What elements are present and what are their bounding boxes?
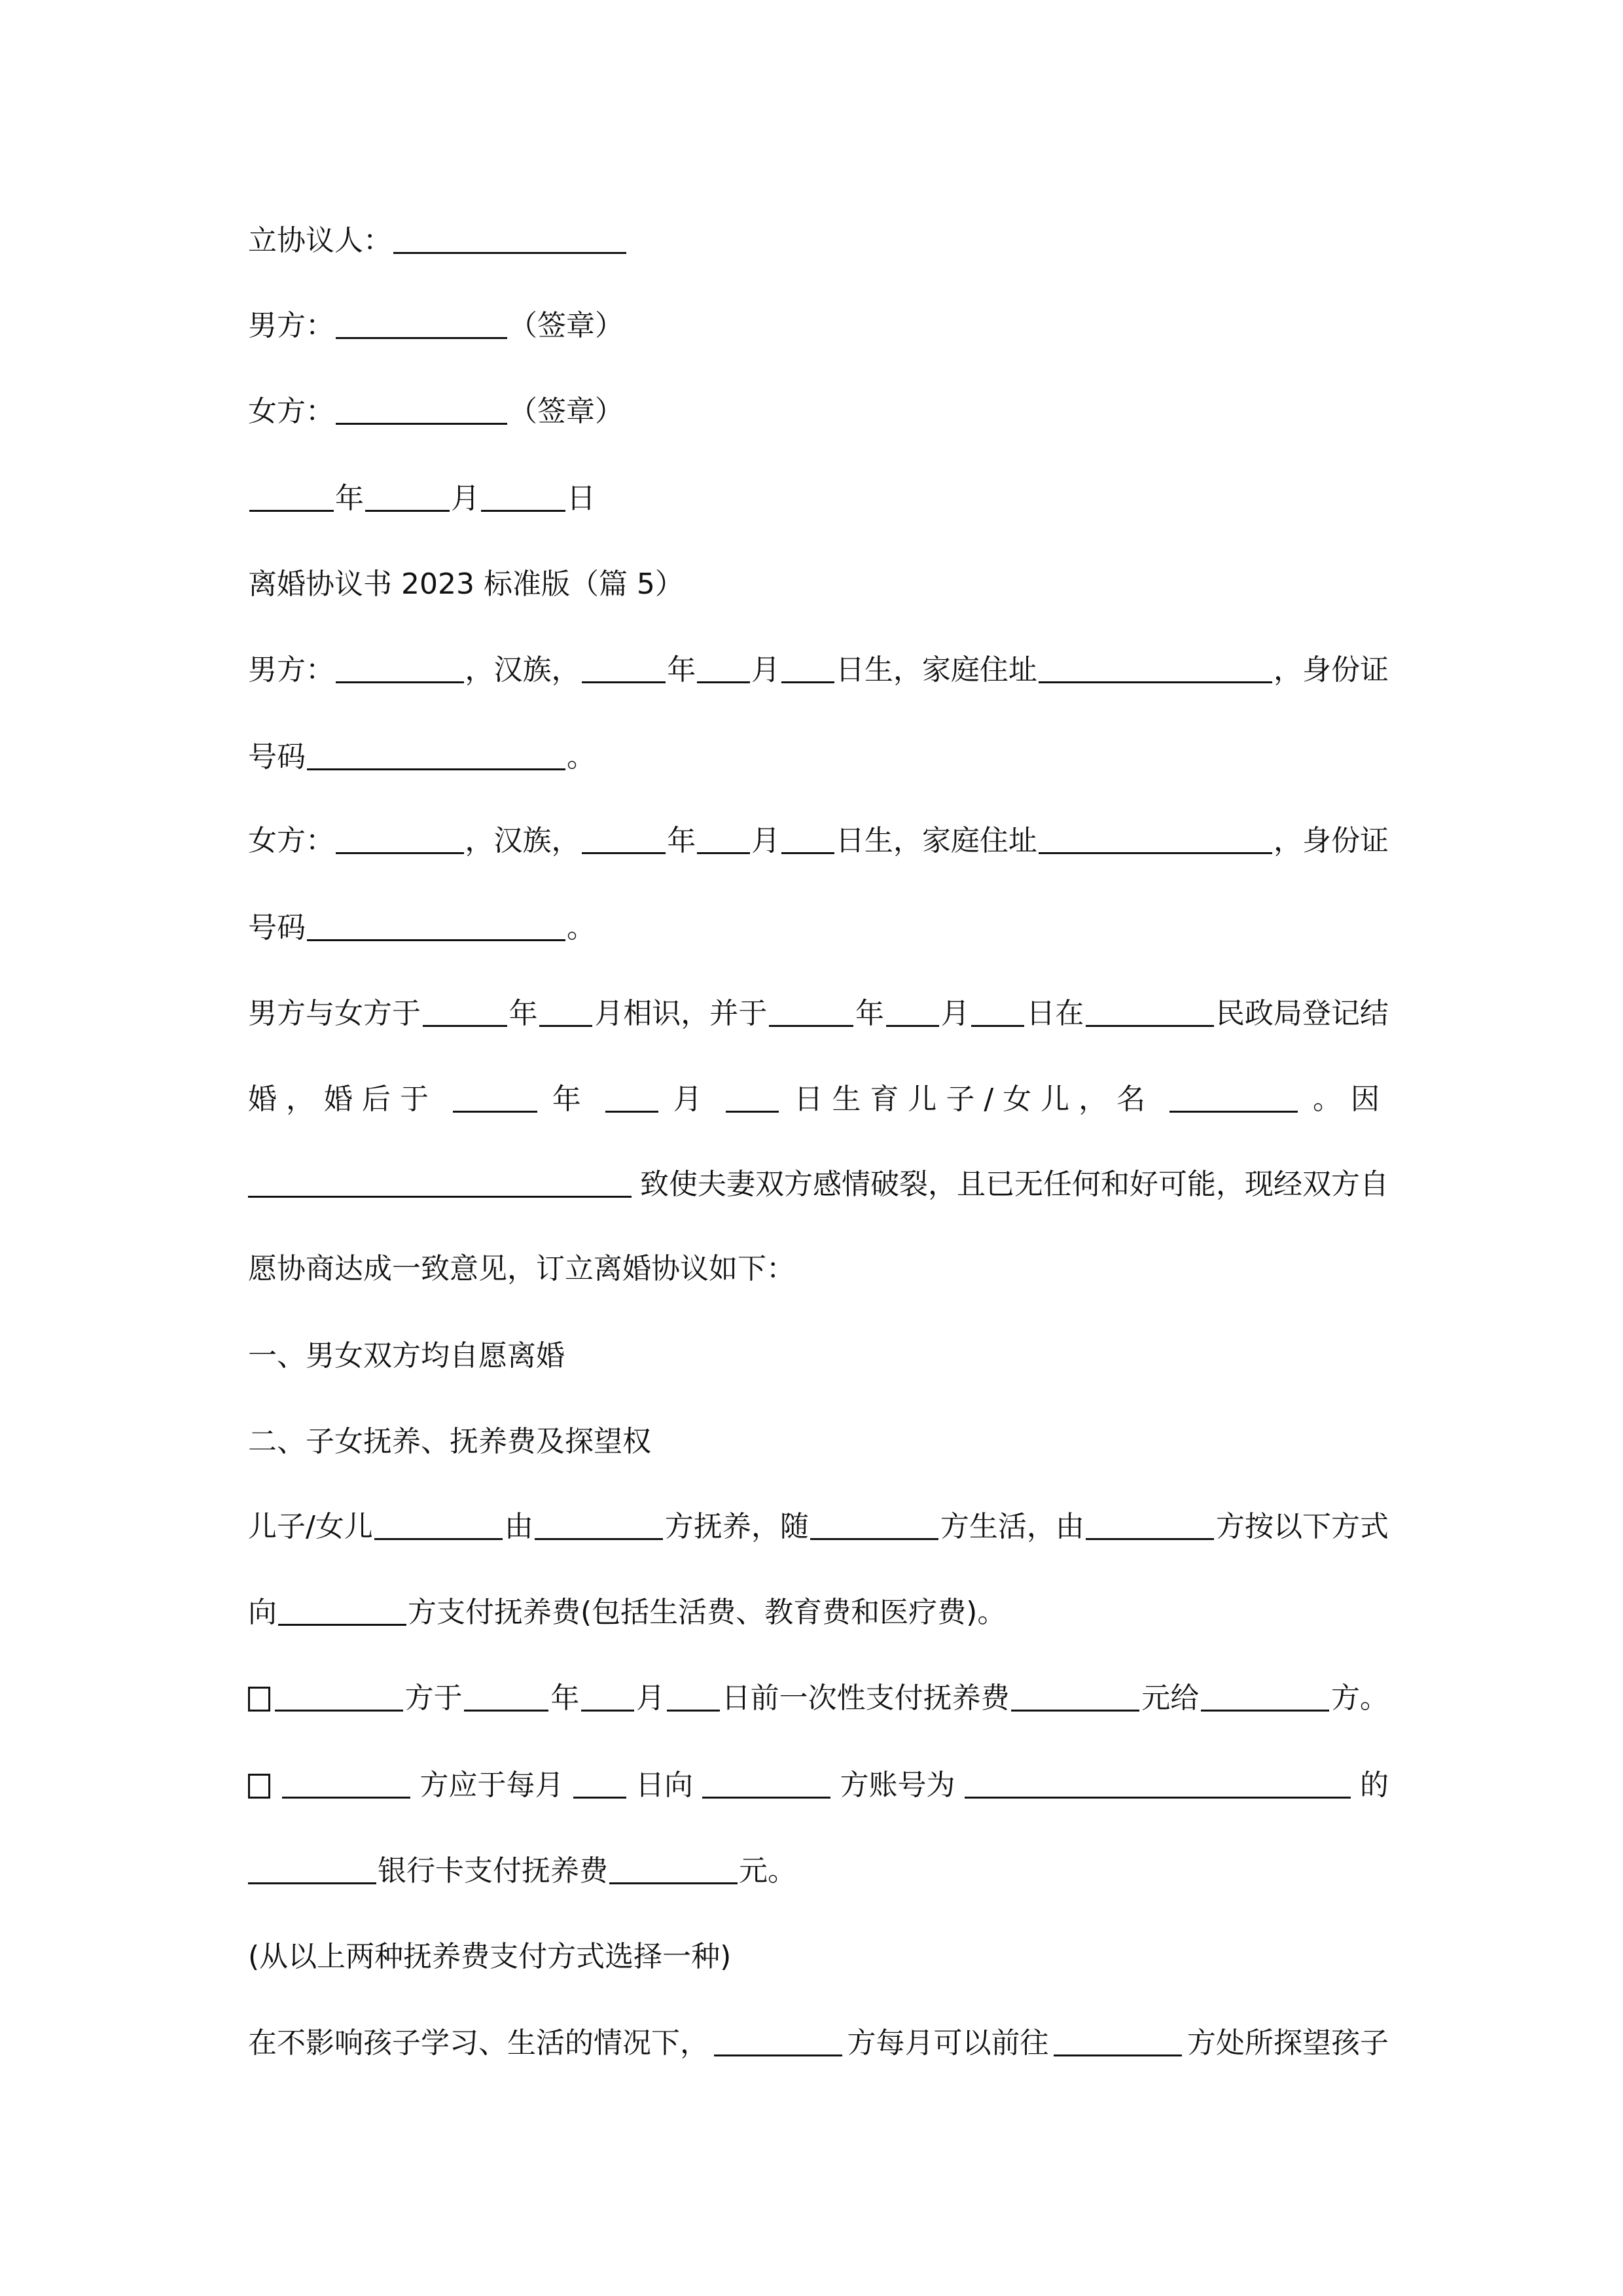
blank-field[interactable] [1086, 995, 1214, 1027]
text: 年 [335, 482, 364, 515]
text: 年 [550, 1681, 580, 1715]
text: 向 [248, 1596, 277, 1629]
text: 方。 [1330, 1681, 1389, 1715]
monthly-option [248, 1766, 1389, 1805]
blank-field[interactable] [336, 307, 507, 339]
blank-field[interactable] [374, 1508, 503, 1540]
marriage-line [248, 994, 1389, 1033]
clause-2-heading [248, 1422, 651, 1462]
blank-field[interactable] [275, 1679, 403, 1712]
blank-field[interactable] [1201, 1679, 1329, 1712]
female-id-line [248, 908, 596, 948]
blank-field[interactable] [1169, 1081, 1298, 1113]
text: 月 [673, 1083, 711, 1116]
blank-field[interactable] [573, 1767, 626, 1799]
blank-field[interactable] [278, 1594, 406, 1626]
blank-field[interactable] [307, 738, 565, 770]
text: 。 [567, 740, 596, 774]
section-title [248, 565, 684, 604]
heading: 一、男女双方均自愿离婚 [248, 1339, 565, 1372]
text: ，汉族， [465, 824, 580, 857]
text: 元。 [739, 1854, 796, 1888]
lump-sum-option [248, 1679, 1389, 1718]
blank-field[interactable] [769, 995, 853, 1027]
blank-field[interactable] [393, 222, 626, 254]
text: 日在 [1026, 997, 1084, 1030]
checkbox[interactable] [248, 1774, 270, 1799]
date-line [248, 479, 596, 518]
text: 月 [751, 824, 781, 857]
blank-field[interactable] [336, 393, 507, 425]
text: 方应于每月 [419, 1768, 564, 1802]
text: 。因 [1312, 1083, 1389, 1116]
blank-field[interactable] [810, 1508, 938, 1540]
blank-field[interactable] [1011, 1679, 1139, 1712]
text: 愿协商达成一致意见，订立离婚协议如下： [248, 1252, 795, 1285]
text: 的 [1360, 1768, 1389, 1802]
text: 女方： [248, 824, 334, 857]
text: 月 [751, 653, 781, 687]
blank-field[interactable] [1086, 1508, 1214, 1540]
child-birth-line [248, 1080, 1389, 1119]
text: 月 [940, 997, 970, 1030]
text: 年 [667, 653, 696, 687]
blank-field[interactable] [667, 1679, 720, 1712]
text: 方每月可以前往 [847, 2026, 1049, 2060]
bank-card-line [248, 1852, 796, 1891]
blank-field[interactable] [282, 1767, 410, 1799]
blank-field[interactable] [781, 651, 834, 683]
blank-field[interactable] [582, 822, 666, 854]
blank-field[interactable] [365, 480, 450, 512]
title: 离婚协议书 2023 标准版（篇 5） [248, 567, 684, 601]
text: 方生活，由 [940, 1510, 1084, 1543]
text: 方账号为 [840, 1768, 955, 1802]
text: 男方与女方于 [248, 997, 421, 1030]
text: 方于 [404, 1681, 463, 1715]
label: 男方： [248, 309, 334, 342]
text: 方按以下方式 [1215, 1510, 1389, 1543]
text: 日生，家庭住址 [835, 653, 1037, 687]
blank-field[interactable] [307, 909, 565, 941]
text: ，身份证 [1274, 653, 1389, 687]
male-info-line [248, 651, 1389, 690]
text: 。 [567, 911, 596, 944]
text: 月 [451, 482, 480, 515]
text: 年 [552, 1083, 590, 1116]
text: 日生，家庭住址 [835, 824, 1037, 857]
blank-field[interactable] [726, 1081, 779, 1113]
text: 日向 [635, 1768, 693, 1802]
text: 日前一次性支付抚养费 [721, 1681, 1010, 1715]
text: 年 [855, 997, 884, 1030]
blank-field[interactable] [336, 651, 464, 683]
seal-label: （签章） [508, 395, 624, 428]
text: 方处所探望孩子 [1187, 2026, 1389, 2060]
blank-field[interactable] [702, 1767, 830, 1799]
signatory-line [248, 221, 628, 260]
blank-field[interactable] [714, 2024, 842, 2056]
blank-field[interactable] [423, 995, 507, 1027]
text: ，汉族， [465, 653, 580, 687]
blank-field[interactable] [697, 822, 750, 854]
text: 婚，婚后于 [248, 1083, 438, 1116]
blank-field[interactable] [609, 1852, 738, 1884]
text: 日 [567, 482, 596, 515]
text: 月 [635, 1681, 665, 1715]
clause-1-heading [248, 1336, 565, 1376]
text: 方抚养，随 [664, 1510, 809, 1543]
text: 儿子/女儿 [248, 1510, 373, 1543]
blank-field[interactable] [886, 995, 939, 1027]
blank-field[interactable] [582, 651, 666, 683]
text: 民政局登记结 [1215, 997, 1389, 1030]
label: 立协议人： [248, 224, 392, 257]
blank-field[interactable] [248, 1166, 632, 1198]
text: 元给 [1141, 1681, 1200, 1715]
blank-field[interactable] [539, 995, 592, 1027]
text: 日生育儿子/女儿，名 [794, 1083, 1155, 1116]
female-signature-line [248, 392, 624, 431]
text: 由 [504, 1510, 533, 1543]
blank-field[interactable] [249, 480, 334, 512]
blank-field[interactable] [605, 1081, 658, 1113]
male-id-line [248, 738, 596, 777]
checkbox[interactable] [248, 1687, 270, 1712]
option-note [248, 1937, 731, 1977]
text: 月相识，并于 [594, 997, 768, 1030]
text: 号码 [248, 740, 306, 774]
text: 男方： [248, 653, 334, 687]
text: 方支付抚养费(包括生活费、教育费和医疗费)。 [408, 1596, 1007, 1629]
blank-field[interactable] [781, 822, 834, 854]
blank-field[interactable] [453, 1081, 537, 1113]
agreement-intro-line [248, 1249, 795, 1289]
blank-field[interactable] [971, 995, 1024, 1027]
visitation-line [248, 2024, 1389, 2063]
text: ，身份证 [1274, 824, 1389, 857]
text: (从以上两种抚养费支付方式选择一种) [248, 1940, 732, 1973]
female-info-line [248, 821, 1389, 861]
blank-field[interactable] [1039, 651, 1272, 683]
text: 年 [667, 824, 696, 857]
blank-field[interactable] [248, 1852, 376, 1884]
blank-field[interactable] [1054, 2024, 1182, 2056]
blank-field[interactable] [336, 822, 464, 854]
support-payment-line [248, 1593, 1006, 1632]
label: 女方： [248, 395, 334, 428]
text: 致使夫妻双方感情破裂，且已无任何和好可能，现经双方自 [640, 1168, 1389, 1201]
reason-line [248, 1165, 1389, 1204]
blank-field[interactable] [581, 1679, 634, 1712]
heading: 二、子女抚养、抚养费及探望权 [248, 1425, 651, 1458]
blank-field[interactable] [697, 651, 750, 683]
blank-field[interactable] [1039, 822, 1272, 854]
text: 年 [508, 997, 538, 1030]
custody-line [248, 1507, 1389, 1547]
text: 号码 [248, 911, 306, 944]
blank-field[interactable] [481, 480, 565, 512]
text: 银行卡支付抚养费 [378, 1854, 608, 1888]
seal-label: （签章） [508, 309, 624, 342]
blank-field[interactable] [965, 1767, 1351, 1799]
blank-field[interactable] [464, 1679, 548, 1712]
blank-field[interactable] [535, 1508, 663, 1540]
male-signature-line [248, 306, 624, 346]
text: 在不影响孩子学习、生活的情况下， [248, 2026, 709, 2060]
